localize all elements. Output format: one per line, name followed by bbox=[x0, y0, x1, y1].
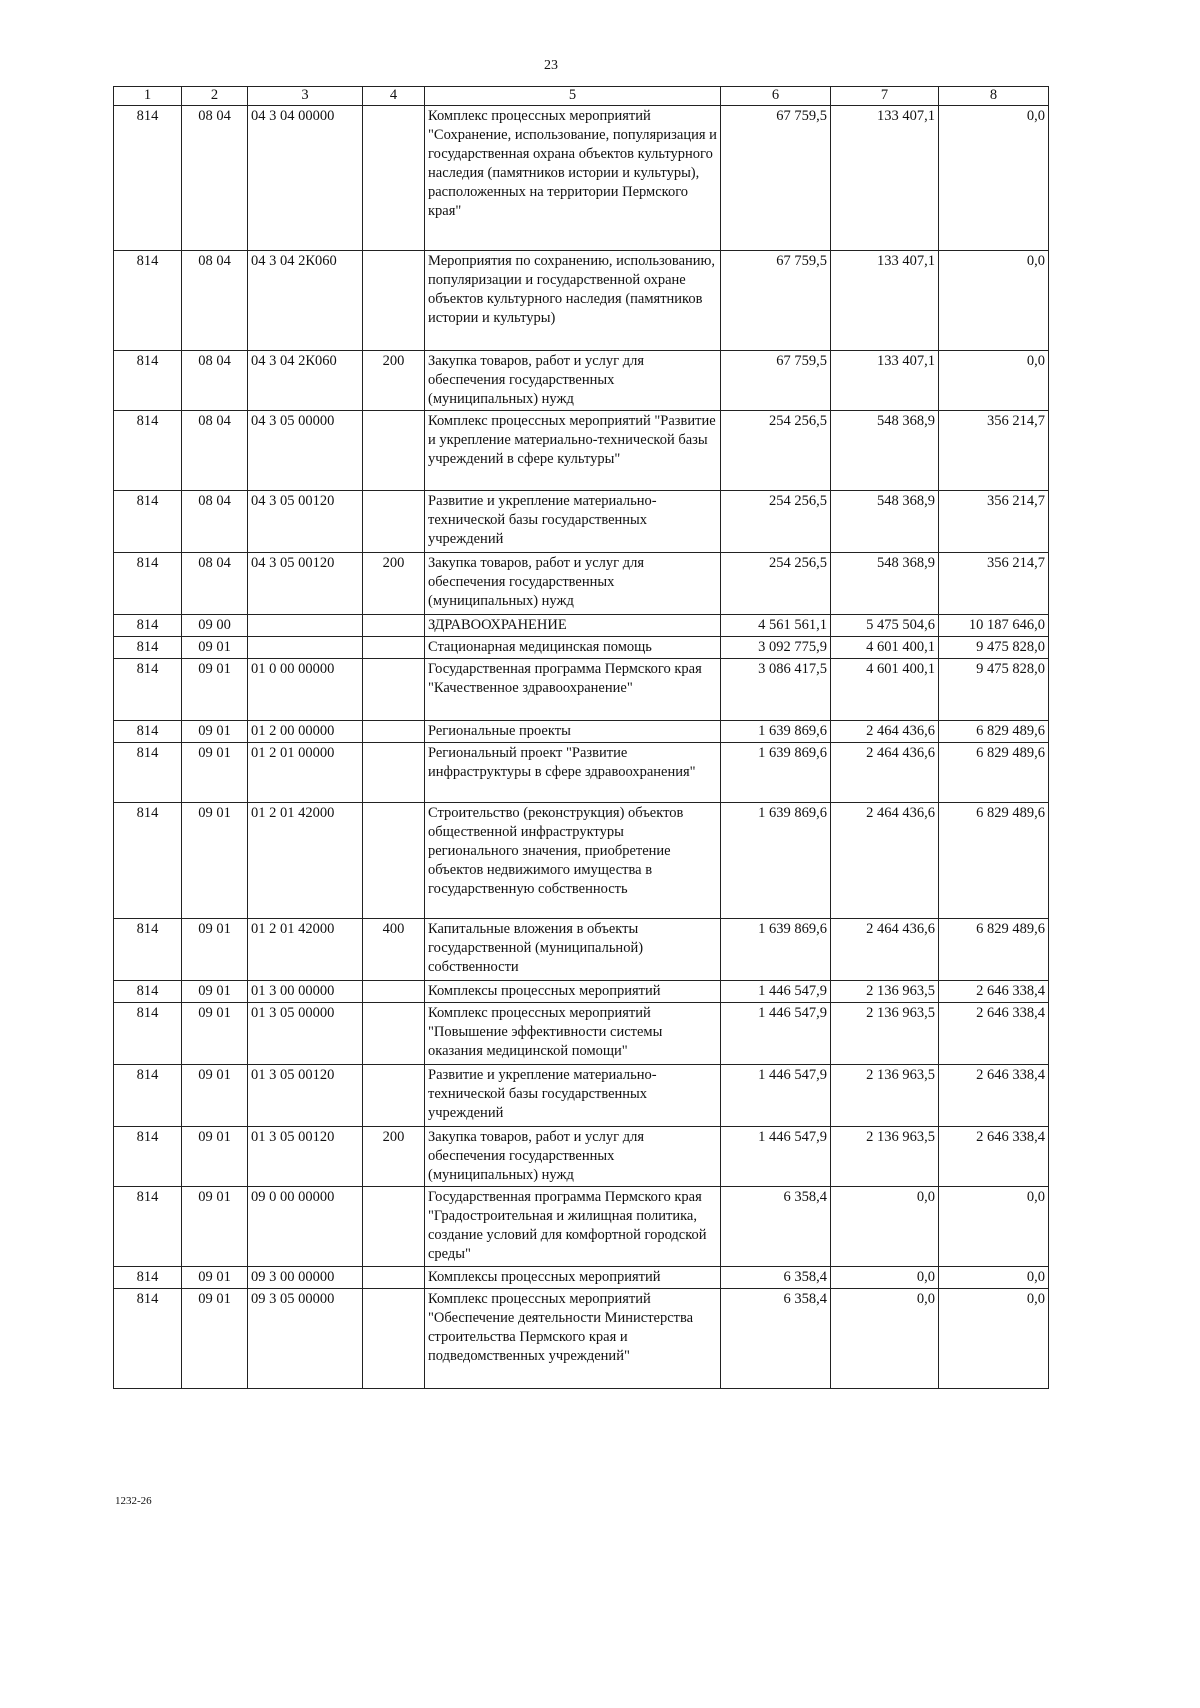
ministry-code-cell: 814 bbox=[114, 1289, 182, 1389]
target-article-code-cell: 01 3 05 00120 bbox=[248, 1065, 363, 1127]
expense-type-code-cell bbox=[363, 803, 425, 919]
amount-2026-cell: 0,0 bbox=[831, 1267, 939, 1289]
amount-2027-cell: 0,0 bbox=[939, 1267, 1049, 1289]
section-code-cell: 08 04 bbox=[182, 351, 248, 411]
item-name-cell: Комплекс процессных мероприятий "Обеспечение деятельности Министерства строительства Пермского края и подведомственных учреждений" bbox=[425, 1289, 721, 1389]
amount-2026-cell: 2 136 963,5 bbox=[831, 1003, 939, 1065]
item-name-cell: Комплексы процессных мероприятий bbox=[425, 981, 721, 1003]
section-code-cell: 08 04 bbox=[182, 411, 248, 491]
amount-2027-cell: 9 475 828,0 bbox=[939, 659, 1049, 721]
expense-type-code-cell: 200 bbox=[363, 553, 425, 615]
expense-type-code-cell: 200 bbox=[363, 351, 425, 411]
table-row bbox=[114, 1187, 1049, 1267]
target-article-code-cell: 09 3 00 00000 bbox=[248, 1267, 363, 1289]
amount-2027-cell: 6 829 489,6 bbox=[939, 803, 1049, 919]
table-row bbox=[114, 411, 1049, 491]
table-row bbox=[114, 981, 1049, 1003]
table-row bbox=[114, 491, 1049, 553]
ministry-code-cell: 814 bbox=[114, 919, 182, 981]
amount-2026-cell: 2 464 436,6 bbox=[831, 803, 939, 919]
amount-2026-cell: 4 601 400,1 bbox=[831, 659, 939, 721]
ministry-code-cell: 814 bbox=[114, 1127, 182, 1187]
amount-2025-cell: 6 358,4 bbox=[721, 1289, 831, 1389]
expense-type-code-cell bbox=[363, 743, 425, 803]
table-header-row bbox=[114, 87, 1049, 106]
page-number: 23 bbox=[544, 58, 558, 73]
ministry-code-cell: 814 bbox=[114, 106, 182, 251]
target-article-code-cell: 09 0 00 00000 bbox=[248, 1187, 363, 1267]
table-row bbox=[114, 1003, 1049, 1065]
amount-2025-cell: 6 358,4 bbox=[721, 1187, 831, 1267]
item-name-cell: Закупка товаров, работ и услуг для обеспечения государственных (муниципальных) нужд bbox=[425, 1127, 721, 1187]
amount-2026-cell: 0,0 bbox=[831, 1289, 939, 1389]
table-row bbox=[114, 615, 1049, 637]
expense-type-code-cell bbox=[363, 981, 425, 1003]
section-code-cell: 09 01 bbox=[182, 1267, 248, 1289]
target-article-code-cell bbox=[248, 637, 363, 659]
amount-2026-cell: 2 464 436,6 bbox=[831, 743, 939, 803]
table-row bbox=[114, 659, 1049, 721]
amount-2026-cell: 133 407,1 bbox=[831, 351, 939, 411]
section-code-cell: 09 01 bbox=[182, 1065, 248, 1127]
amount-2026-cell: 2 136 963,5 bbox=[831, 1065, 939, 1127]
target-article-code-cell: 09 3 05 00000 bbox=[248, 1289, 363, 1389]
section-code-cell: 09 01 bbox=[182, 637, 248, 659]
item-name-cell: Комплекс процессных мероприятий "Развитие и укрепление материально-технической базы учреждений в сфере культуры" bbox=[425, 411, 721, 491]
amount-2025-cell: 1 639 869,6 bbox=[721, 743, 831, 803]
section-code-cell: 09 01 bbox=[182, 803, 248, 919]
item-name-cell: Развитие и укрепление материально-технической базы государственных учреждений bbox=[425, 1065, 721, 1127]
target-article-code-cell: 04 3 05 00120 bbox=[248, 553, 363, 615]
ministry-code-cell: 814 bbox=[114, 1065, 182, 1127]
amount-2027-cell: 0,0 bbox=[939, 251, 1049, 351]
amount-2025-cell: 3 092 775,9 bbox=[721, 637, 831, 659]
item-name-cell: Комплексы процессных мероприятий bbox=[425, 1267, 721, 1289]
target-article-code-cell: 01 2 01 42000 bbox=[248, 919, 363, 981]
ministry-code-cell: 814 bbox=[114, 615, 182, 637]
amount-2025-cell: 67 759,5 bbox=[721, 106, 831, 251]
amount-2027-cell: 0,0 bbox=[939, 1289, 1049, 1389]
expense-type-code-cell bbox=[363, 411, 425, 491]
target-article-code-cell: 04 3 04 00000 bbox=[248, 106, 363, 251]
section-code-cell: 09 01 bbox=[182, 1187, 248, 1267]
item-name-cell: Региональный проект "Развитие инфраструктуры в сфере здравоохранения" bbox=[425, 743, 721, 803]
column-header: 5 bbox=[425, 87, 721, 106]
ministry-code-cell: 814 bbox=[114, 553, 182, 615]
target-article-code-cell: 04 3 05 00000 bbox=[248, 411, 363, 491]
ministry-code-cell: 814 bbox=[114, 803, 182, 919]
amount-2027-cell: 6 829 489,6 bbox=[939, 743, 1049, 803]
section-code-cell: 09 01 bbox=[182, 743, 248, 803]
section-code-cell: 08 04 bbox=[182, 251, 248, 351]
amount-2027-cell: 6 829 489,6 bbox=[939, 721, 1049, 743]
ministry-code-cell: 814 bbox=[114, 411, 182, 491]
item-name-cell: Государственная программа Пермского края "Градостроительная и жилищная политика, создание условий для комфортной городской среды" bbox=[425, 1187, 721, 1267]
expense-type-code-cell bbox=[363, 1003, 425, 1065]
amount-2025-cell: 1 639 869,6 bbox=[721, 721, 831, 743]
table-row bbox=[114, 106, 1049, 251]
table-row bbox=[114, 919, 1049, 981]
amount-2026-cell: 2 464 436,6 bbox=[831, 919, 939, 981]
item-name-cell: Закупка товаров, работ и услуг для обеспечения государственных (муниципальных) нужд bbox=[425, 553, 721, 615]
ministry-code-cell: 814 bbox=[114, 1003, 182, 1065]
item-name-cell: Комплекс процессных мероприятий "Сохранение, использование, популяризация и государственная охрана объектов культурного наследия (памятников истории и культуры), расположенных на территории Пермского края" bbox=[425, 106, 721, 251]
section-code-cell: 09 01 bbox=[182, 1289, 248, 1389]
expense-type-code-cell bbox=[363, 106, 425, 251]
expense-type-code-cell bbox=[363, 1187, 425, 1267]
item-name-cell: Строительство (реконструкция) объектов общественной инфраструктуры регионального значения, приобретение объектов недвижимого имущества в государственную собственность bbox=[425, 803, 721, 919]
ministry-code-cell: 814 bbox=[114, 659, 182, 721]
table-row bbox=[114, 637, 1049, 659]
amount-2026-cell: 0,0 bbox=[831, 1187, 939, 1267]
table-row bbox=[114, 553, 1049, 615]
table-row bbox=[114, 721, 1049, 743]
section-code-cell: 08 04 bbox=[182, 491, 248, 553]
amount-2027-cell: 10 187 646,0 bbox=[939, 615, 1049, 637]
section-code-cell: 09 01 bbox=[182, 659, 248, 721]
target-article-code-cell: 01 2 00 00000 bbox=[248, 721, 363, 743]
amount-2027-cell: 2 646 338,4 bbox=[939, 1003, 1049, 1065]
amount-2025-cell: 1 446 547,9 bbox=[721, 981, 831, 1003]
amount-2026-cell: 548 368,9 bbox=[831, 491, 939, 553]
item-name-cell: ЗДРАВООХРАНЕНИЕ bbox=[425, 615, 721, 637]
amount-2026-cell: 548 368,9 bbox=[831, 411, 939, 491]
amount-2026-cell: 2 136 963,5 bbox=[831, 981, 939, 1003]
target-article-code-cell: 01 3 05 00000 bbox=[248, 1003, 363, 1065]
column-header: 7 bbox=[831, 87, 939, 106]
amount-2025-cell: 254 256,5 bbox=[721, 553, 831, 615]
amount-2025-cell: 3 086 417,5 bbox=[721, 659, 831, 721]
section-code-cell: 08 04 bbox=[182, 553, 248, 615]
column-header: 1 bbox=[114, 87, 182, 106]
ministry-code-cell: 814 bbox=[114, 351, 182, 411]
column-header: 4 bbox=[363, 87, 425, 106]
target-article-code-cell bbox=[248, 615, 363, 637]
expense-type-code-cell bbox=[363, 637, 425, 659]
amount-2025-cell: 6 358,4 bbox=[721, 1267, 831, 1289]
section-code-cell: 09 01 bbox=[182, 919, 248, 981]
table-row bbox=[114, 1127, 1049, 1187]
amount-2027-cell: 2 646 338,4 bbox=[939, 1065, 1049, 1127]
amount-2025-cell: 254 256,5 bbox=[721, 411, 831, 491]
amount-2025-cell: 1 446 547,9 bbox=[721, 1003, 831, 1065]
expense-type-code-cell bbox=[363, 491, 425, 553]
expense-type-code-cell: 400 bbox=[363, 919, 425, 981]
amount-2026-cell: 133 407,1 bbox=[831, 251, 939, 351]
target-article-code-cell: 01 2 01 00000 bbox=[248, 743, 363, 803]
amount-2027-cell: 0,0 bbox=[939, 106, 1049, 251]
ministry-code-cell: 814 bbox=[114, 637, 182, 659]
amount-2026-cell: 4 601 400,1 bbox=[831, 637, 939, 659]
item-name-cell: Государственная программа Пермского края "Качественное здравоохранение" bbox=[425, 659, 721, 721]
amount-2026-cell: 133 407,1 bbox=[831, 106, 939, 251]
column-header: 3 bbox=[248, 87, 363, 106]
item-name-cell: Капитальные вложения в объекты государственной (муниципальной) собственности bbox=[425, 919, 721, 981]
expense-type-code-cell bbox=[363, 721, 425, 743]
amount-2025-cell: 1 639 869,6 bbox=[721, 919, 831, 981]
amount-2027-cell: 356 214,7 bbox=[939, 491, 1049, 553]
expense-type-code-cell bbox=[363, 615, 425, 637]
item-name-cell: Комплекс процессных мероприятий "Повышение эффективности системы оказания медицинской помощи" bbox=[425, 1003, 721, 1065]
item-name-cell: Региональные проекты bbox=[425, 721, 721, 743]
ministry-code-cell: 814 bbox=[114, 491, 182, 553]
amount-2027-cell: 0,0 bbox=[939, 351, 1049, 411]
column-header: 6 bbox=[721, 87, 831, 106]
table-row bbox=[114, 803, 1049, 919]
expense-type-code-cell bbox=[363, 659, 425, 721]
column-header: 8 bbox=[939, 87, 1049, 106]
section-code-cell: 09 01 bbox=[182, 721, 248, 743]
item-name-cell: Закупка товаров, работ и услуг для обеспечения государственных (муниципальных) нужд bbox=[425, 351, 721, 411]
amount-2026-cell: 548 368,9 bbox=[831, 553, 939, 615]
amount-2027-cell: 2 646 338,4 bbox=[939, 1127, 1049, 1187]
target-article-code-cell: 01 3 05 00120 bbox=[248, 1127, 363, 1187]
item-name-cell: Стационарная медицинская помощь bbox=[425, 637, 721, 659]
amount-2025-cell: 67 759,5 bbox=[721, 351, 831, 411]
expense-type-code-cell bbox=[363, 1289, 425, 1389]
table-body bbox=[114, 106, 1049, 1389]
amount-2026-cell: 2 464 436,6 bbox=[831, 721, 939, 743]
amount-2027-cell: 9 475 828,0 bbox=[939, 637, 1049, 659]
table-row bbox=[114, 351, 1049, 411]
amount-2025-cell: 254 256,5 bbox=[721, 491, 831, 553]
amount-2027-cell: 356 214,7 bbox=[939, 411, 1049, 491]
table-row bbox=[114, 1065, 1049, 1127]
amount-2026-cell: 2 136 963,5 bbox=[831, 1127, 939, 1187]
document-code: 1232-26 bbox=[115, 1495, 152, 1507]
table-row bbox=[114, 1289, 1049, 1389]
expense-type-code-cell bbox=[363, 1267, 425, 1289]
target-article-code-cell: 01 2 01 42000 bbox=[248, 803, 363, 919]
expense-type-code-cell: 200 bbox=[363, 1127, 425, 1187]
section-code-cell: 08 04 bbox=[182, 106, 248, 251]
expense-type-code-cell bbox=[363, 1065, 425, 1127]
amount-2025-cell: 1 446 547,9 bbox=[721, 1065, 831, 1127]
column-header: 2 bbox=[182, 87, 248, 106]
section-code-cell: 09 01 bbox=[182, 981, 248, 1003]
item-name-cell: Развитие и укрепление материально-технической базы государственных учреждений bbox=[425, 491, 721, 553]
amount-2027-cell: 6 829 489,6 bbox=[939, 919, 1049, 981]
target-article-code-cell: 01 3 00 00000 bbox=[248, 981, 363, 1003]
section-code-cell: 09 01 bbox=[182, 1003, 248, 1065]
section-code-cell: 09 01 bbox=[182, 1127, 248, 1187]
table-row bbox=[114, 251, 1049, 351]
target-article-code-cell: 04 3 04 2К060 bbox=[248, 251, 363, 351]
ministry-code-cell: 814 bbox=[114, 743, 182, 803]
ministry-code-cell: 814 bbox=[114, 251, 182, 351]
amount-2025-cell: 67 759,5 bbox=[721, 251, 831, 351]
amount-2026-cell: 5 475 504,6 bbox=[831, 615, 939, 637]
table-row bbox=[114, 1267, 1049, 1289]
section-code-cell: 09 00 bbox=[182, 615, 248, 637]
amount-2027-cell: 356 214,7 bbox=[939, 553, 1049, 615]
amount-2025-cell: 1 639 869,6 bbox=[721, 803, 831, 919]
amount-2025-cell: 1 446 547,9 bbox=[721, 1127, 831, 1187]
budget-table bbox=[113, 86, 1049, 1389]
amount-2027-cell: 0,0 bbox=[939, 1187, 1049, 1267]
ministry-code-cell: 814 bbox=[114, 721, 182, 743]
table-row bbox=[114, 743, 1049, 803]
amount-2027-cell: 2 646 338,4 bbox=[939, 981, 1049, 1003]
item-name-cell: Мероприятия по сохранению, использованию, популяризации и государственной охране объектов культурного наследия (памятников истории и культуры) bbox=[425, 251, 721, 351]
ministry-code-cell: 814 bbox=[114, 1187, 182, 1267]
target-article-code-cell: 04 3 05 00120 bbox=[248, 491, 363, 553]
ministry-code-cell: 814 bbox=[114, 981, 182, 1003]
target-article-code-cell: 01 0 00 00000 bbox=[248, 659, 363, 721]
target-article-code-cell: 04 3 04 2К060 bbox=[248, 351, 363, 411]
ministry-code-cell: 814 bbox=[114, 1267, 182, 1289]
expense-type-code-cell bbox=[363, 251, 425, 351]
amount-2025-cell: 4 561 561,1 bbox=[721, 615, 831, 637]
